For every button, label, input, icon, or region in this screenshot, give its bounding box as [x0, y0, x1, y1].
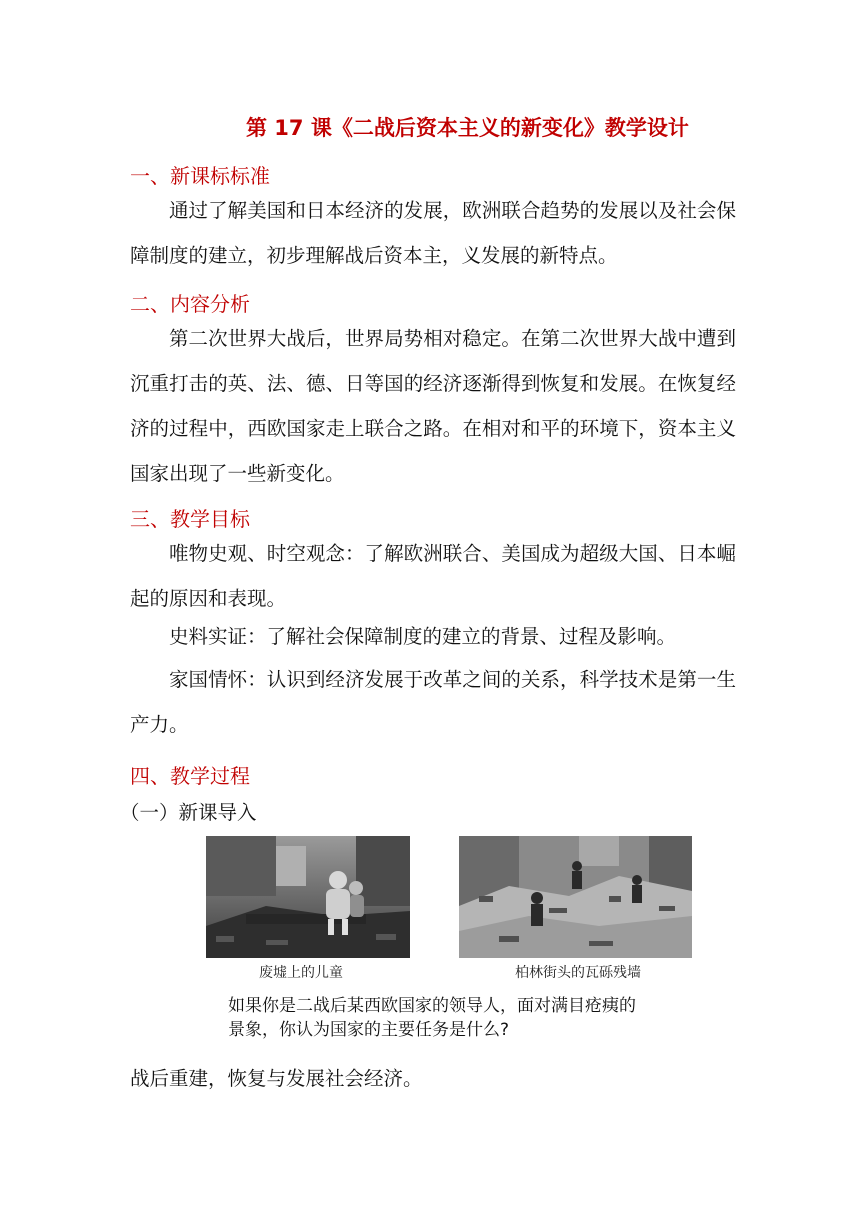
goal-item: 史料实证：了解社会保障制度的建立的背景、过程及影响。	[169, 625, 677, 648]
section-heading-goals: 三、教学目标	[130, 507, 250, 531]
photo-caption: 废墟上的儿童	[259, 965, 343, 981]
section-text-analysis: 第二次世界大战后，世界局势相对稳定。在第二次世界大战中遭到沉重打击的英、法、德、日等国的经济逐渐得到恢复和发展。在恢复经济的过程中，西欧国家走上联合之路。在相对和平的环境下，资本主义国家出现了一些新变化。	[130, 327, 736, 485]
photo-children-on-ruins	[206, 836, 410, 958]
section-heading-analysis: 二、内容分析	[130, 292, 250, 316]
goal-item: 唯物史观、时空观念：了解欧洲联合、美国成为超级大国、日本崛起的原因和表现。	[130, 542, 736, 610]
section-heading-standards: 一、新课标标准	[130, 164, 270, 188]
goal-item: 家国情怀：认识到经济发展于改革之间的关系，科学技术是第一生产力。	[130, 668, 736, 736]
subheading-intro: （一）新课导入	[120, 801, 257, 824]
intro-answer: 战后重建，恢复与发展社会经济。	[130, 1067, 423, 1090]
intro-question: 如果你是二战后某西欧国家的领导人，面对满目疮痍的景象，你认为国家的主要任务是什么?	[228, 996, 636, 1040]
photo-berlin-rubble	[459, 836, 692, 958]
document-title: 第 17 课《二战后资本主义的新变化》教学设计	[246, 116, 689, 140]
section-heading-process: 四、教学过程	[130, 764, 250, 788]
photo-caption: 柏林街头的瓦砾残墙	[515, 965, 641, 981]
section-text-standards: 通过了解美国和日本经济的发展，欧洲联合趋势的发展以及社会保障制度的建立，初步理解战后资本主，义发展的新特点。	[130, 199, 736, 267]
